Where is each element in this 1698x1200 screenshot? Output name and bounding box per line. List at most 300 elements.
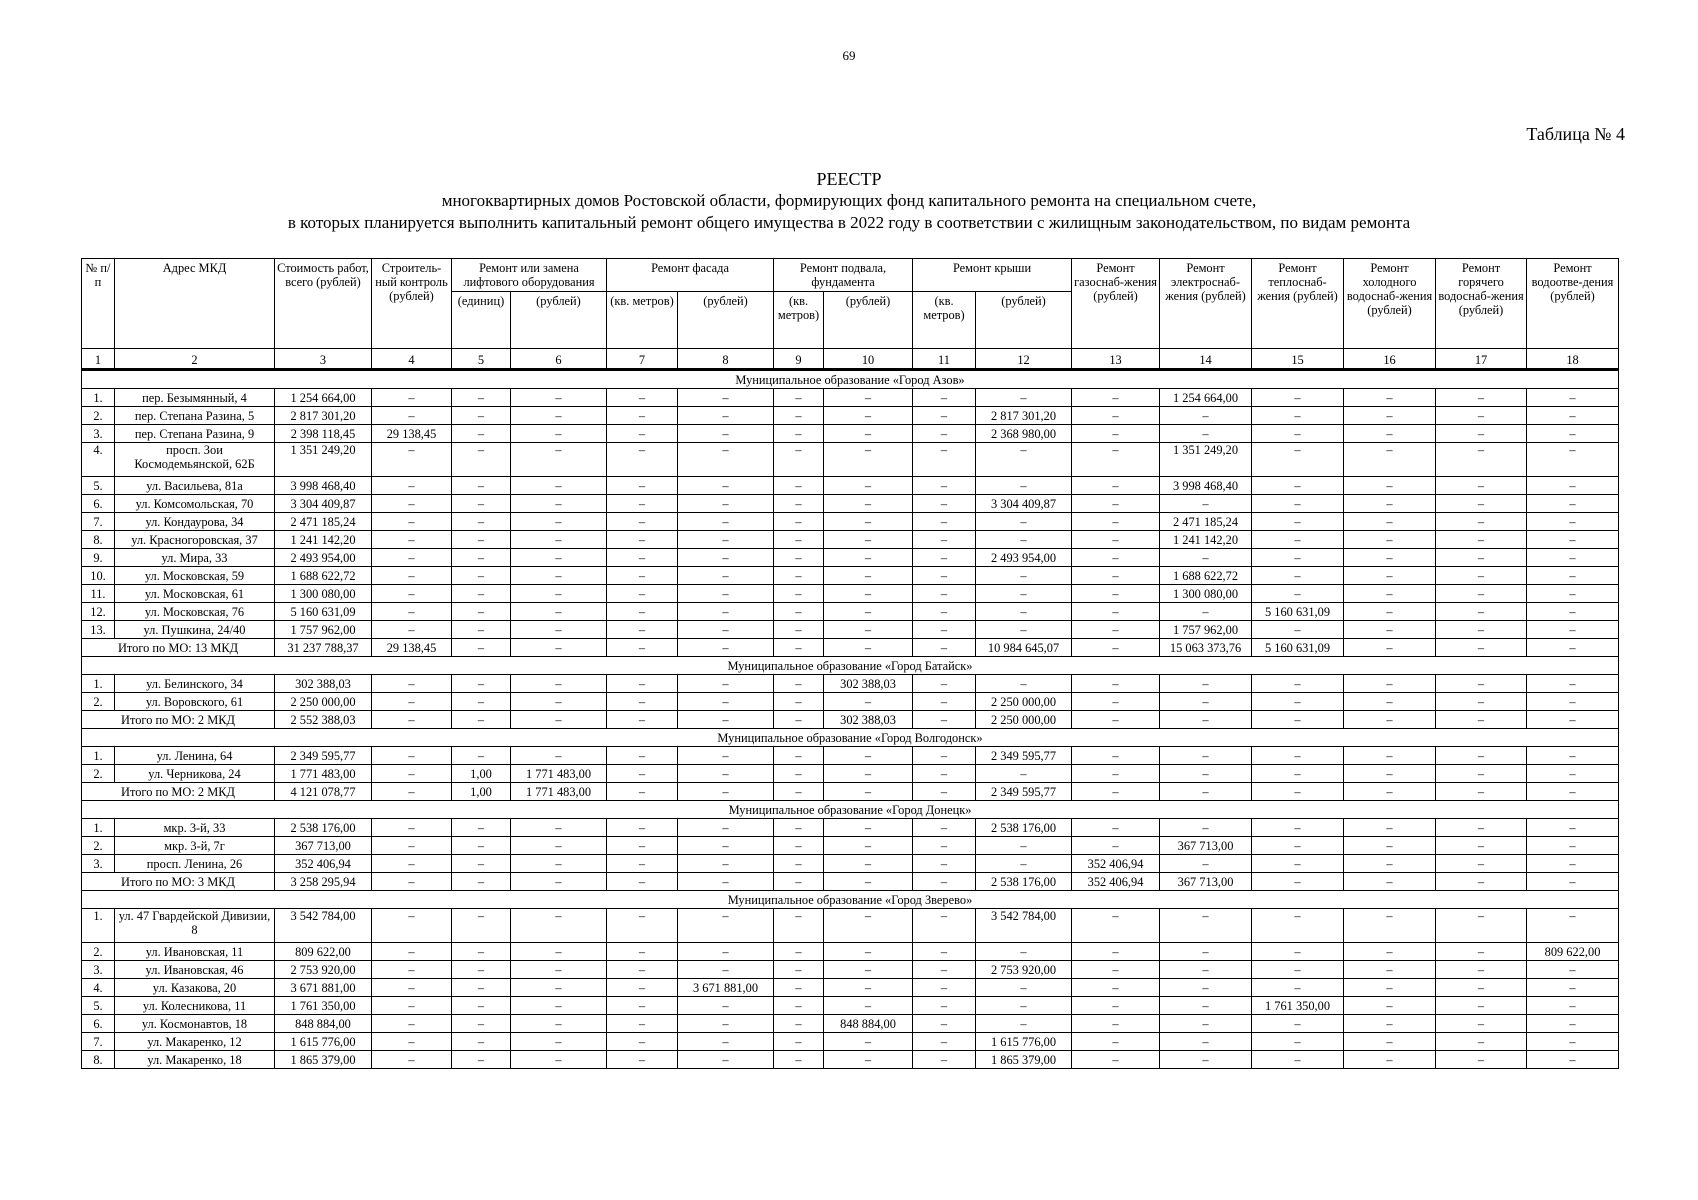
table-row — [82, 961, 1619, 979]
table-cell: – — [824, 425, 913, 443]
column-number: 14 — [1160, 349, 1252, 370]
table-cell: – — [511, 979, 607, 997]
table-cell: – — [824, 621, 913, 639]
table-cell: 2 398 118,45 — [275, 425, 372, 443]
table-cell: – — [511, 997, 607, 1015]
row-address: ул. Воровского, 61 — [115, 693, 275, 711]
table-cell: – — [678, 549, 774, 567]
table-cell: – — [607, 855, 678, 873]
table-cell: – — [913, 747, 976, 765]
column-number: 1 — [82, 349, 115, 370]
row-index: 12. — [82, 603, 115, 621]
section-header-row — [82, 370, 1619, 389]
table-cell: – — [1344, 621, 1436, 639]
table-cell: – — [824, 765, 913, 783]
table-cell: – — [824, 909, 913, 943]
table-cell: – — [824, 837, 913, 855]
table-cell: – — [774, 495, 824, 513]
table-cell: 809 622,00 — [1527, 943, 1619, 961]
table-cell: – — [1160, 1051, 1252, 1069]
table-cell: – — [678, 997, 774, 1015]
table-cell: – — [913, 1033, 976, 1051]
total-cell: – — [1527, 639, 1619, 657]
table-cell: – — [913, 425, 976, 443]
table-cell: – — [774, 909, 824, 943]
table-cell: – — [774, 443, 824, 477]
total-cell: 2 538 176,00 — [976, 873, 1072, 891]
table-cell: – — [976, 513, 1072, 531]
table-cell: – — [824, 997, 913, 1015]
table-cell: – — [452, 621, 511, 639]
table-cell: – — [1072, 997, 1160, 1015]
row-index: 1. — [82, 675, 115, 693]
row-address: ул. 47 Гвардейской Дивизии, 8 — [115, 909, 275, 943]
total-cell: – — [774, 639, 824, 657]
table-cell: – — [678, 943, 774, 961]
table-cell: – — [913, 909, 976, 943]
row-address: ул. Московская, 61 — [115, 585, 275, 603]
table-cell: – — [1072, 961, 1160, 979]
table-cell: – — [976, 675, 1072, 693]
table-cell: – — [824, 407, 913, 425]
section-header-row — [82, 657, 1619, 675]
total-cell: 3 258 295,94 — [275, 873, 372, 891]
table-cell: – — [372, 997, 452, 1015]
total-cell: 5 160 631,09 — [1252, 639, 1344, 657]
total-cell: – — [824, 783, 913, 801]
table-cell: – — [1072, 389, 1160, 407]
table-cell: – — [372, 495, 452, 513]
table-cell: – — [1344, 961, 1436, 979]
column-number: 9 — [774, 349, 824, 370]
total-cell: – — [511, 873, 607, 891]
table-row — [82, 603, 1619, 621]
table-cell: – — [1252, 443, 1344, 477]
table-cell: – — [511, 477, 607, 495]
column-number: 13 — [1072, 349, 1160, 370]
table-cell: – — [372, 567, 452, 585]
total-cell: – — [1252, 711, 1344, 729]
table-cell: – — [774, 943, 824, 961]
table-cell: – — [1072, 765, 1160, 783]
header-basement-sqm: (кв. метров) — [774, 292, 824, 349]
total-cell: – — [774, 783, 824, 801]
header-basement-rub: (рублей) — [824, 292, 913, 349]
table-cell: – — [1436, 765, 1527, 783]
table-cell: – — [1527, 585, 1619, 603]
header-lift-units: (единиц) — [452, 292, 511, 349]
table-cell: – — [1072, 567, 1160, 585]
table-cell: – — [1252, 477, 1344, 495]
table-cell: – — [452, 407, 511, 425]
table-cell: – — [1252, 1033, 1344, 1051]
table-cell: – — [1527, 603, 1619, 621]
header-facade: Ремонт фасада — [607, 259, 774, 292]
table-cell: – — [976, 765, 1072, 783]
total-cell: 31 237 788,37 — [275, 639, 372, 657]
table-cell: – — [452, 855, 511, 873]
row-index: 6. — [82, 495, 115, 513]
table-cell: – — [678, 477, 774, 495]
table-cell: 3 304 409,87 — [275, 495, 372, 513]
table-cell: – — [1160, 747, 1252, 765]
table-row — [82, 567, 1619, 585]
row-address: просп. Ленина, 26 — [115, 855, 275, 873]
table-cell: – — [1527, 621, 1619, 639]
column-number: 7 — [607, 349, 678, 370]
table-cell: 1 254 664,00 — [1160, 389, 1252, 407]
table-cell: – — [1527, 837, 1619, 855]
table-cell: – — [913, 585, 976, 603]
table-cell: – — [1160, 1015, 1252, 1033]
total-cell: 4 121 078,77 — [275, 783, 372, 801]
table-cell: – — [774, 1015, 824, 1033]
table-cell: – — [1160, 943, 1252, 961]
table-cell: – — [774, 1033, 824, 1051]
table-cell: – — [1344, 1051, 1436, 1069]
table-cell: – — [774, 961, 824, 979]
table-cell: 2 349 595,77 — [976, 747, 1072, 765]
table-cell: – — [1160, 675, 1252, 693]
table-cell: – — [1344, 549, 1436, 567]
table-row — [82, 407, 1619, 425]
table-row — [82, 513, 1619, 531]
row-address: мкр. 3-й, 33 — [115, 819, 275, 837]
table-cell: – — [678, 603, 774, 621]
row-index: 3. — [82, 425, 115, 443]
table-cell: – — [1160, 603, 1252, 621]
table-cell: – — [774, 675, 824, 693]
row-index: 2. — [82, 837, 115, 855]
total-cell: – — [1436, 783, 1527, 801]
table-cell: – — [678, 747, 774, 765]
total-cell: – — [1344, 873, 1436, 891]
total-cell: – — [1072, 639, 1160, 657]
table-cell: – — [976, 477, 1072, 495]
table-cell: – — [1160, 765, 1252, 783]
header-hot-water: Ремонт горячего водоснаб-жения (рублей) — [1436, 259, 1527, 349]
table-cell: – — [607, 997, 678, 1015]
total-cell: – — [913, 873, 976, 891]
table-cell: – — [913, 943, 976, 961]
table-cell: – — [452, 693, 511, 711]
table-cell: – — [607, 979, 678, 997]
table-cell: – — [824, 567, 913, 585]
table-cell: – — [913, 1051, 976, 1069]
table-cell: – — [1072, 943, 1160, 961]
table-cell: – — [607, 693, 678, 711]
table-cell: – — [1527, 389, 1619, 407]
total-cell: – — [1252, 783, 1344, 801]
table-cell: – — [452, 513, 511, 531]
table-cell: – — [1436, 1015, 1527, 1033]
section-header-row — [82, 729, 1619, 747]
table-cell: – — [1252, 837, 1344, 855]
table-cell: – — [607, 961, 678, 979]
table-cell: – — [1344, 495, 1436, 513]
table-cell: – — [678, 675, 774, 693]
table-cell: – — [774, 407, 824, 425]
table-cell: – — [1072, 1015, 1160, 1033]
row-index: 5. — [82, 477, 115, 495]
row-address: ул. Красногоровская, 37 — [115, 531, 275, 549]
table-cell: 1 865 379,00 — [976, 1051, 1072, 1069]
table-cell: – — [678, 1015, 774, 1033]
table-cell: – — [372, 943, 452, 961]
table-cell: 5 160 631,09 — [1252, 603, 1344, 621]
table-cell: – — [1252, 1015, 1344, 1033]
table-cell: – — [511, 747, 607, 765]
row-address: ул. Комсомольская, 70 — [115, 495, 275, 513]
table-cell: 1 761 350,00 — [1252, 997, 1344, 1015]
total-cell: 352 406,94 — [1072, 873, 1160, 891]
table-cell: – — [824, 603, 913, 621]
total-cell: – — [678, 783, 774, 801]
table-cell: – — [607, 443, 678, 477]
column-number: 15 — [1252, 349, 1344, 370]
table-cell: – — [1527, 819, 1619, 837]
table-cell: – — [372, 765, 452, 783]
table-cell: 848 884,00 — [275, 1015, 372, 1033]
table-cell: – — [774, 425, 824, 443]
table-cell: 2 368 980,00 — [976, 425, 1072, 443]
table-cell: – — [1344, 513, 1436, 531]
table-cell: – — [1072, 837, 1160, 855]
header-roof: Ремонт крыши — [913, 259, 1072, 292]
table-cell: – — [607, 819, 678, 837]
table-cell: – — [976, 621, 1072, 639]
table-cell: – — [824, 477, 913, 495]
table-cell: 1 688 622,72 — [1160, 567, 1252, 585]
column-number: 8 — [678, 349, 774, 370]
table-cell: – — [1252, 819, 1344, 837]
table-cell: – — [678, 443, 774, 477]
table-cell: – — [913, 855, 976, 873]
row-address: пер. Степана Разина, 9 — [115, 425, 275, 443]
row-index: 2. — [82, 943, 115, 961]
total-cell: – — [372, 873, 452, 891]
header-cold-water: Ремонт холодного водоснаб-жения (рублей) — [1344, 259, 1436, 349]
row-index: 1. — [82, 747, 115, 765]
table-cell: – — [1527, 567, 1619, 585]
table-cell: – — [913, 407, 976, 425]
table-cell: – — [372, 443, 452, 477]
table-cell: – — [1072, 603, 1160, 621]
row-index: 4. — [82, 443, 115, 477]
table-cell: – — [511, 675, 607, 693]
table-row — [82, 495, 1619, 513]
table-cell: – — [372, 621, 452, 639]
table-cell: – — [372, 531, 452, 549]
table-cell: 1 761 350,00 — [275, 997, 372, 1015]
table-cell: – — [1436, 693, 1527, 711]
table-cell: – — [607, 1051, 678, 1069]
table-cell: – — [1527, 549, 1619, 567]
table-cell: – — [678, 855, 774, 873]
table-cell: – — [452, 1051, 511, 1069]
table-cell: – — [372, 747, 452, 765]
section-header-row — [82, 891, 1619, 909]
table-cell: 5 160 631,09 — [275, 603, 372, 621]
table-cell: – — [774, 585, 824, 603]
row-index: 2. — [82, 693, 115, 711]
total-cell: – — [1527, 783, 1619, 801]
table-cell: – — [824, 943, 913, 961]
table-cell: – — [824, 979, 913, 997]
header-electric: Ремонт электроснаб-жения (рублей) — [1160, 259, 1252, 349]
table-cell: – — [607, 837, 678, 855]
table-cell: – — [1527, 909, 1619, 943]
table-cell: 1 254 664,00 — [275, 389, 372, 407]
table-cell: – — [678, 819, 774, 837]
table-cell: – — [1436, 837, 1527, 855]
column-number: 18 — [1527, 349, 1619, 370]
table-cell: 2 753 920,00 — [275, 961, 372, 979]
table-body — [82, 370, 1619, 1069]
header-cost: Стоимость работ, всего (рублей) — [275, 259, 372, 349]
table-cell: – — [607, 747, 678, 765]
row-address: ул. Пушкина, 24/40 — [115, 621, 275, 639]
row-index: 13. — [82, 621, 115, 639]
row-address: ул. Казакова, 20 — [115, 979, 275, 997]
table-cell: – — [452, 477, 511, 495]
table-cell: – — [607, 495, 678, 513]
table-cell: – — [607, 389, 678, 407]
table-cell: – — [1160, 1033, 1252, 1051]
table-cell: – — [452, 909, 511, 943]
table-cell: – — [774, 567, 824, 585]
table-cell: – — [1252, 621, 1344, 639]
table-cell: – — [1072, 1051, 1160, 1069]
table-cell: – — [976, 979, 1072, 997]
table-cell: – — [1436, 407, 1527, 425]
table-cell: – — [511, 621, 607, 639]
table-cell: 1 771 483,00 — [275, 765, 372, 783]
table-cell: – — [372, 855, 452, 873]
title-line-3: в которых планируется выполнить капитальный ремонт общего имущества в 2022 году в соответствии с жилищным законодательством, по видам ремонта — [287, 213, 1411, 232]
table-cell: – — [1436, 747, 1527, 765]
table-cell: – — [1527, 765, 1619, 783]
row-index: 3. — [82, 961, 115, 979]
header-num: № п/п — [82, 259, 115, 349]
table-cell: 2 250 000,00 — [976, 693, 1072, 711]
table-cell: – — [511, 531, 607, 549]
column-number: 11 — [913, 349, 976, 370]
column-number: 3 — [275, 349, 372, 370]
total-label: Итого по МО: 2 МКД — [82, 783, 275, 801]
table-cell: – — [678, 693, 774, 711]
table-cell: – — [1527, 425, 1619, 443]
table-cell: – — [1072, 693, 1160, 711]
table-cell: – — [678, 909, 774, 943]
table-cell: – — [1436, 819, 1527, 837]
row-address: ул. Московская, 76 — [115, 603, 275, 621]
table-cell: – — [913, 1015, 976, 1033]
row-index: 1. — [82, 909, 115, 943]
table-cell: 2 538 176,00 — [976, 819, 1072, 837]
table-cell: 29 138,45 — [372, 425, 452, 443]
table-cell: – — [678, 765, 774, 783]
table-cell: 1 615 776,00 — [976, 1033, 1072, 1051]
table-cell: – — [1344, 567, 1436, 585]
table-cell: – — [1252, 425, 1344, 443]
title-line-1: РЕЕСТР — [816, 169, 882, 189]
table-cell: – — [678, 621, 774, 639]
row-address: ул. Макаренко, 18 — [115, 1051, 275, 1069]
table-cell: – — [1160, 855, 1252, 873]
table-cell: – — [511, 407, 607, 425]
table-cell: – — [1344, 585, 1436, 603]
total-cell: 367 713,00 — [1160, 873, 1252, 891]
total-cell: – — [607, 639, 678, 657]
table-cell: 1 300 080,00 — [1160, 585, 1252, 603]
row-index: 6. — [82, 1015, 115, 1033]
table-cell: – — [1252, 495, 1344, 513]
row-address: ул. Мира, 33 — [115, 549, 275, 567]
table-cell: – — [678, 407, 774, 425]
table-cell: 1 241 142,20 — [275, 531, 372, 549]
table-cell: – — [511, 495, 607, 513]
table-cell: – — [372, 389, 452, 407]
table-cell: – — [1436, 531, 1527, 549]
table-cell: – — [1344, 1015, 1436, 1033]
table-cell: – — [1527, 1015, 1619, 1033]
row-index: 2. — [82, 407, 115, 425]
table-cell: 1 757 962,00 — [1160, 621, 1252, 639]
row-address: ул. Ивановская, 46 — [115, 961, 275, 979]
total-cell: 29 138,45 — [372, 639, 452, 657]
table-cell: – — [913, 513, 976, 531]
row-address: ул. Макаренко, 12 — [115, 1033, 275, 1051]
table-cell: – — [1252, 909, 1344, 943]
table-cell: – — [511, 909, 607, 943]
table-cell: – — [372, 1015, 452, 1033]
table-cell: – — [1436, 389, 1527, 407]
row-address: пер. Степана Разина, 5 — [115, 407, 275, 425]
table-cell: – — [913, 477, 976, 495]
table-cell: – — [1072, 747, 1160, 765]
table-cell: 352 406,94 — [275, 855, 372, 873]
column-number: 12 — [976, 349, 1072, 370]
table-cell: – — [511, 389, 607, 407]
table-cell: – — [1072, 443, 1160, 477]
table-cell: – — [1160, 407, 1252, 425]
table-cell: – — [913, 603, 976, 621]
table-cell: – — [913, 997, 976, 1015]
total-cell: – — [1160, 711, 1252, 729]
table-cell: – — [1072, 495, 1160, 513]
total-cell: – — [452, 639, 511, 657]
table-cell: – — [1160, 979, 1252, 997]
table-cell: – — [774, 997, 824, 1015]
table-cell: – — [1252, 389, 1344, 407]
table-cell: – — [913, 675, 976, 693]
table-cell: – — [824, 819, 913, 837]
table-cell: – — [452, 675, 511, 693]
row-address: ул. Кондаурова, 34 — [115, 513, 275, 531]
table-cell: – — [1252, 549, 1344, 567]
table-cell: – — [824, 549, 913, 567]
table-cell: 1 757 962,00 — [275, 621, 372, 639]
table-cell: – — [824, 855, 913, 873]
table-cell: – — [1436, 477, 1527, 495]
table-cell: 3 304 409,87 — [976, 495, 1072, 513]
table-cell: – — [452, 961, 511, 979]
total-cell: – — [824, 873, 913, 891]
row-index: 5. — [82, 997, 115, 1015]
table-cell: 367 713,00 — [1160, 837, 1252, 855]
total-cell: – — [913, 783, 976, 801]
